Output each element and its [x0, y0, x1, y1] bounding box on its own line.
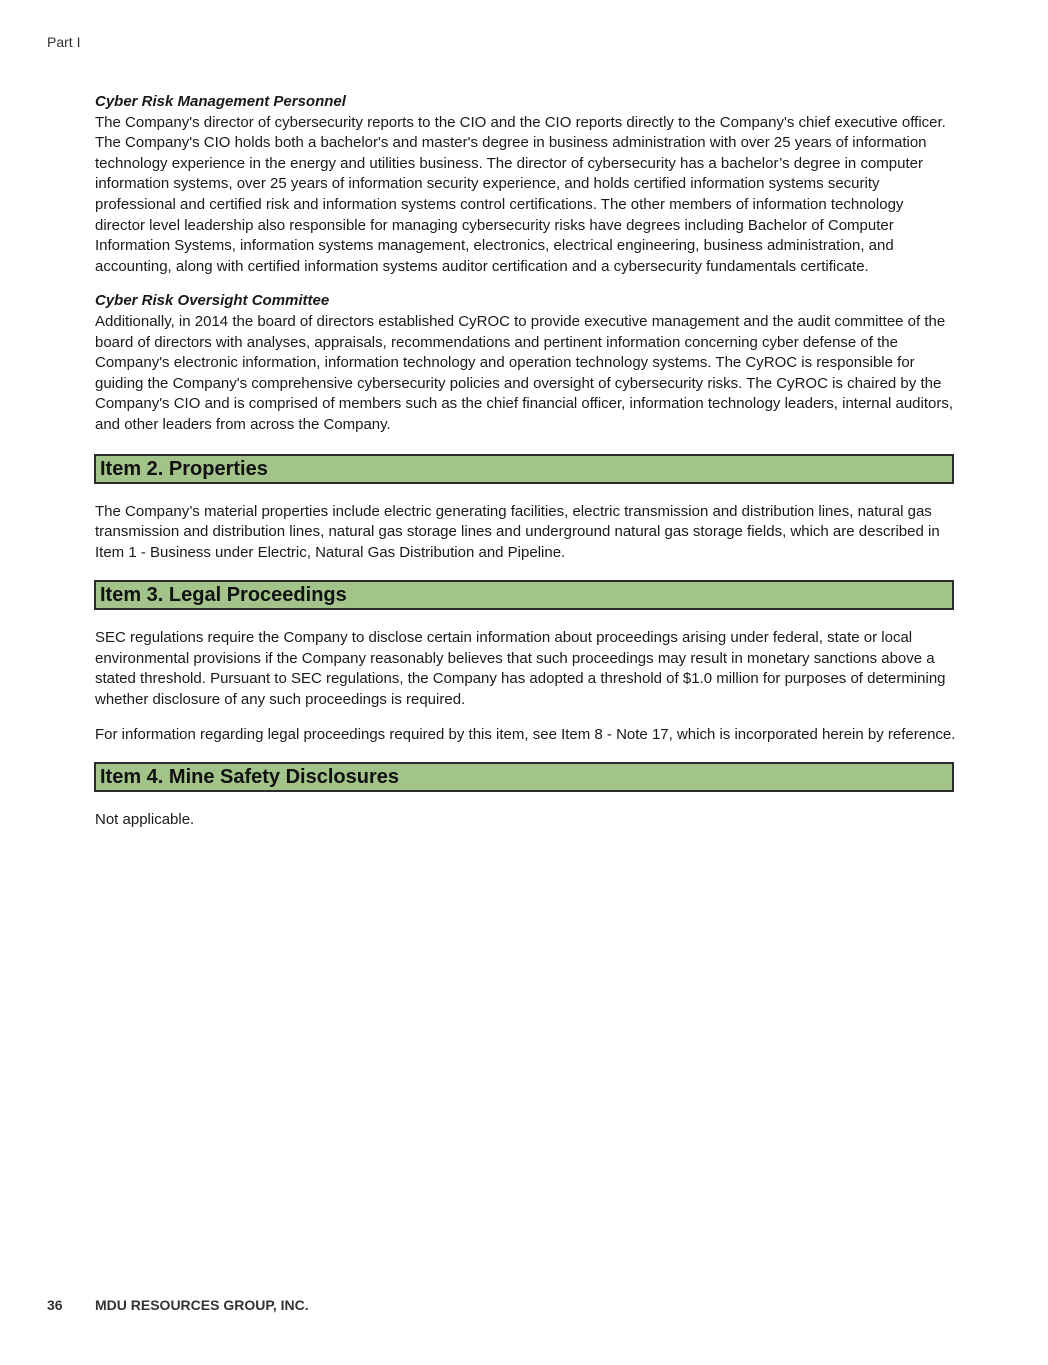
page-number: 36	[47, 1297, 63, 1313]
page-content	[95, 92, 957, 831]
item4-title: Item 4. Mine Safety Disclosures	[100, 766, 400, 789]
cyber-oversight-heading: Cyber Risk Oversight Committee	[95, 292, 330, 310]
item2-title: Item 2. Properties	[100, 457, 268, 480]
item3-paragraph-2: For information regarding legal proceedings required by this item, see Item 8 - Note 17, which is incorporated herein by reference.	[95, 725, 956, 743]
item3-title: Item 3. Legal Proceedings	[100, 584, 347, 607]
cyber-personnel-heading: Cyber Risk Management Personnel	[95, 93, 346, 110]
item4-paragraph: Not applicable.	[95, 811, 195, 829]
cyber-personnel-paragraph: The Company's director of cybersecurity reports to the CIO and the CIO reports directly to the Company's chief executive officer. The Company's CIO holds both a bachelor's and master's degree in business administration with over 25 years of information technology experience in the energy and utilities business. The director of cybersecurity has a bachelor’s degree in computer information systems, over 25 years of information security experience, and holds certified information systems security professional and certified risk and information systems control certifications. The other members of information technology director level leadership also responsible for managing cybersecurity risks have degrees including Bachelor of Computer Information Systems, information systems management, electronics, electrical engineering, business administration, and accounting, along with certified information systems auditor certification and a cybersecurity fundamentals certificate.	[95, 113, 946, 275]
item4-section-header	[94, 762, 954, 792]
page-footer	[47, 1297, 309, 1313]
item3-section-header	[94, 580, 954, 610]
part-label: Part I	[47, 34, 81, 50]
item3-paragraph-1: SEC regulations require the Company to disclose certain information about proceedings arising under federal, state or local environmental provisions if the Company reasonably believes that such proceedings may result in monetary sanctions above a stated threshold. Pursuant to SEC regulations, the Company has adopted a threshold of $1.0 million for purposes of determining whether disclosure of any such proceedings is required.	[95, 629, 946, 709]
company-name: MDU RESOURCES GROUP, INC.	[95, 1297, 309, 1313]
cyber-oversight-paragraph: Additionally, in 2014 the board of directors established CyROC to provide executive management and the audit committee of the board of directors with analyses, appraisals, recommendations and pertinent information concerning cyber defense of the Company's electronic information, information technology and operation technology systems. The CyROC is responsible for guiding the Company's comprehensive cybersecurity policies and oversight of cybersecurity risks. The CyROC is chaired by the Company's CIO and is comprised of members such as the chief financial officer, information technology leaders, internal auditors, and other leaders from across the Company.	[95, 312, 954, 433]
item2-paragraph: The Company’s material properties include electric generating facilities, electric transmission and distribution lines, natural gas transmission and distribution lines, natural gas storage lines and underground natural gas storage fields, which are described in Item 1 - Business under Electric, Natural Gas Distribution and Pipeline.	[95, 502, 940, 561]
item2-section-header	[94, 454, 954, 484]
